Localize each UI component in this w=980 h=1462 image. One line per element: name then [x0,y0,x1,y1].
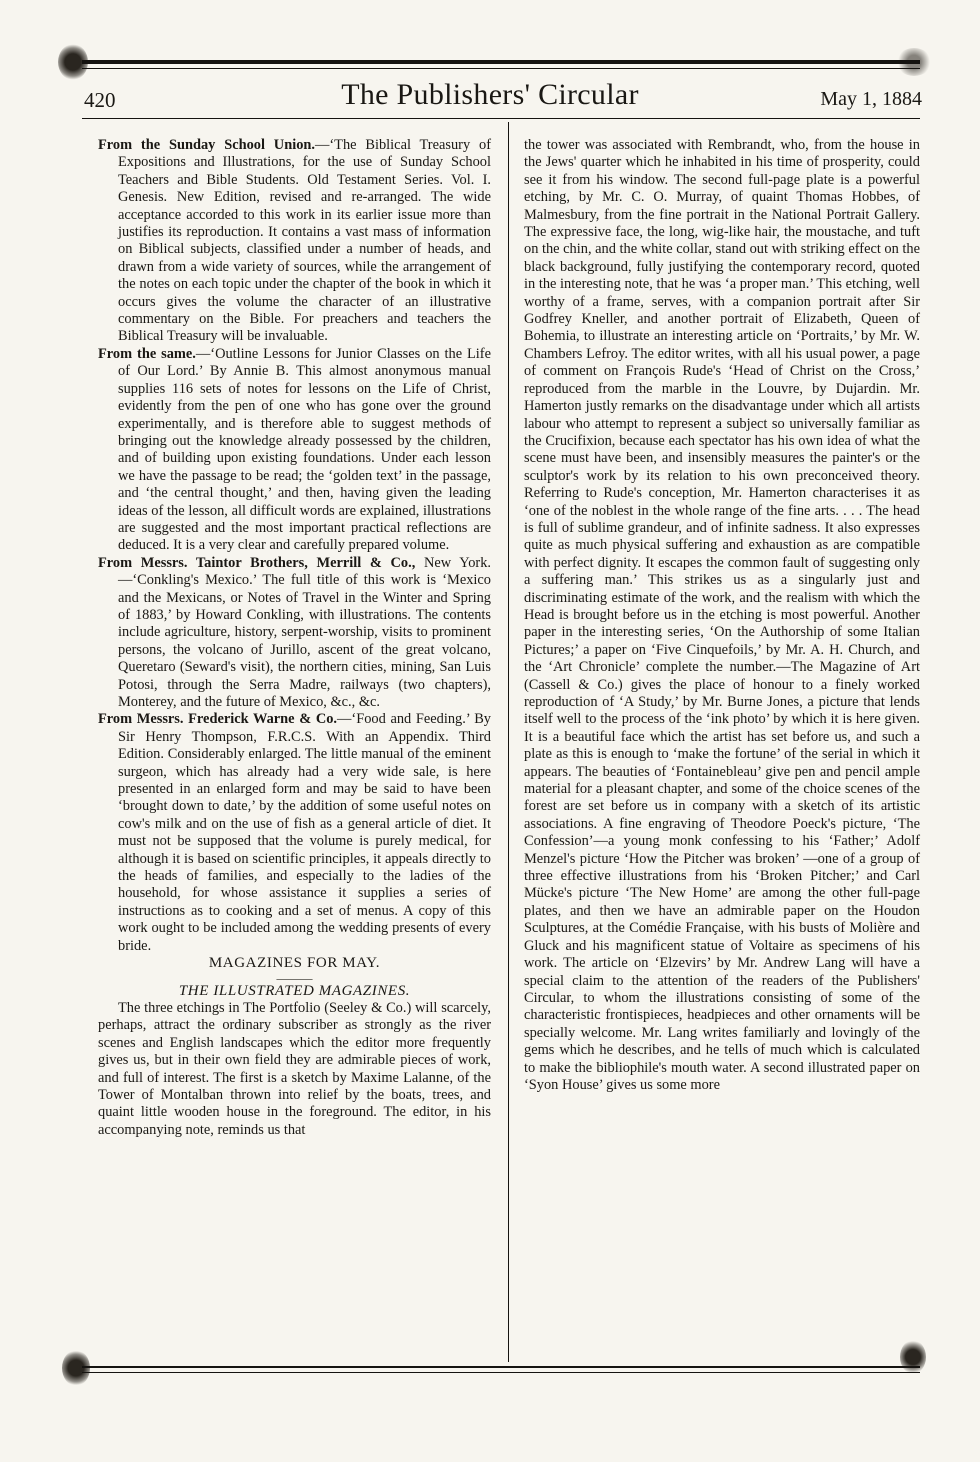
top-rule [82,60,920,64]
column-divider [508,122,509,1362]
notice-text: New York.—‘Conkling's Mexico.’ The full title of this work is ‘Mexico and the Mexicans, or Notes of Travel in the Winter and Spring of 1883,’ by Howard Conkling, with illustrations. The contents include agriculture, history, serpent-worship, visits to prominent persons, the volcano of Jurillo, ascent of the great volcano, Queretaro (Seward's visit), the northern cities, mining, San Luis Potosi, through the Serra Madre, railways (two chapters), Monterey, and the future of Mexico, &c., &c. [118,554,491,710]
notice-text: —‘Food and Feeding.’ By Sir Henry Thompson, F.R.C.S. With an Appendix. Third Edition. Considerably enlarged. The little manual of the eminent surgeon, which has already had a very wide sale, is here presented in an enlarged form and may be said to have been ‘brought down to date,’ by the addition of some useful notes on cow's milk and on the use of fish as a general article of diet. It must not be supposed that the volume is purely medical, for although it is based on scientific principles, it appeals directly to the heads of families, and especially to the ladies of the household, for whose assistance it supplies a series of instructions as to cooking and a set of menus. A copy of this work ought to be included among the wedding presents of every bride. [118,711,491,954]
article-paragraph: The three etchings in The Portfolio (Seeley & Co.) will scarcely, perhaps, attract the ordinary subscriber as strongly as the river scenes and English landscapes which the editor more frequently gives us, but in their own field they are admirable pieces of work, and full of interest. The first is a sketch by Maxime Lalanne, of the Tower of Montalban thrown into relief by the boats, trees, and quaint little wooden house in the foreground. The editor, in his accompanying note, reminds us that [98,999,491,1138]
ink-blot [62,1350,90,1386]
left-column [98,137,491,1139]
book-notice [98,711,491,955]
book-notice [98,555,491,712]
article-continuation: the tower was associated with Rembrandt, who, from the house in the Jews' quarter which he inhabited in his time of prosperity, could see it from his window. The second full-page plate is a powerful etching, by Mr. C. O. Murray, of quaint Thomas Hobbes, of Malmesbury, from the fine portrait in the National Portrait Gallery. The expressive face, the long, wig-like hair, the moustache, and tuft on the chin, and the white collar, stand out with striking effect on the black background, fully justifying the contemporary record, quoted in the interesting note, that he was ‘a proper man.’ This etching, well worthy of a frame, serves, with a companion portrait after Sir Godfrey Kneller, and another portrait of Elizabeth, Queen of Bohemia, to illustrate an interesting article on ‘Portraits,’ by Mr. W. Chambers Lefroy. The editor writes, with all his usual power, a page of comment on François Rude's ‘Head of Christ on the Cross,’ reproduced from the marble in the Louvre, by Dujardin. Mr. Hamerton justly remarks on the disadvantage under which all artists labour who attempt to represent a subject so universally familiar as the Crucifixion, because each spectator has his own idea of what the scene must have been, and insensibly measures the painter's or the sculptor's work by its relation to his own preconceived theory. Referring to Rude's conception, Mr. Hamerton characterises it as ‘one of the noblest in the whole range of the fine arts. . . . The head is full of sublime grandeur, and of infinite sadness. It also expresses quite as much physical suffering and exhaustion as are compatible with perfect dignity. It escapes the common fault of suggesting only a suffering man.’ This strikes us as a singularly just and discriminating estimate of the work, and the realism with which the Head is brought before us in the etching is most powerful. Another paper in the interesting series, ‘On the Authorship of some Italian Pictures;’ a paper on ‘Five Cinquefoils,’ by Mr. A. H. Church, and the ‘Art Chronicle’ complete the number.—The Magazine of Art (Cassell & Co.) gives the place of honour to a finely worked reproduction of ‘A Study,’ by Mr. Burne Jones, a picture that lends itself well to the process of the ‘ink photo’ by which it is here given. It is a beautiful face which the artist has set before us, and such a plate as this is enough to ‘make the fortune’ of the serial in which it appears. The beauties of ‘Fontainebleau’ give pen and pencil ample material for a pleasant chapter, and some of the choice scenes of the forest are set before us in company with a sketch of its artistic associations. A fine engraving of Theodore Poeck's picture, ‘The Confession’—a young monk confessing to his ‘Father;’ Adolf Menzel's picture ‘How the Pitcher was broken’ —one of a group of three effective illustrations from his ‘Broken Pitcher;’ and Carl Mücke's picture ‘The New Home’ are among the other full-page plates, and then we have an admirable paper on the Houdon Sculptures, at the Comédie Française, with his busts of Molière and Gluck and his magnificent statue of Voltaire as specimens of his work. The article on ‘Elzevirs’ by Mr. Andrew Lang will have a special claim to the attention of the readers of the Publishers' Circular, to whom the illustrations consisting of some of the characteristic frontispieces, headpieces and other ornaments will be specially welcome. Mr. Lang writes familiarly and lovingly of the gems which he describes, and he tells of much which is calculated to make the bibliophile's mouth water. A second illustrated paper on ‘Syon House’ gives us some more [524,137,921,1093]
notice-publisher: From Messrs. Taintor Brothers, Merrill & Co., [98,554,416,571]
ink-blot [900,1340,926,1374]
notice-publisher: From the Sunday School Union. [98,137,315,153]
header-rule [82,118,920,119]
section-separator: ——— [276,970,313,985]
running-title: The Publishers' Circular [341,78,639,111]
notice-publisher: From the same. [98,345,196,362]
notice-text: —‘Outline Lessons for Junior Classes on the Life of Our Lord.’ By Annie B. This almost anonymous manual supplies 116 sets of notes for lessons on the Life of Christ, evidently from the pen of one who has gone over the ground experimentally, and is therefore able to suggest methods of bringing out the knowledge already possessed by the children, and of building upon existing foundations. Under each lesson we have the passage to be read; the ‘golden text’ in the passage, and ‘the central thought,’ and then, having given the leading ideas of the lesson, all difficult words are explained, illustrations are suggested and the most important practical reflections are deduced. It is a very clear and carefully prepared volume. [118,345,491,554]
notice-publisher: From Messrs. Frederick Warne & Co. [98,711,338,728]
section-heading: MAGAZINES FOR MAY. [208,955,381,972]
bottom-rule [82,1366,920,1368]
right-column [524,137,920,1094]
page-number: 420 [84,88,116,112]
book-notice [98,137,491,346]
book-notice [98,346,491,555]
bottom-rule-thin [82,1372,920,1373]
section-subheading: THE ILLUSTRATED MAGAZINES. [178,982,411,999]
top-rule-thin [82,68,920,69]
issue-date: May 1, 1884 [820,88,922,110]
notice-text: —‘The Biblical Treasury of Expositions and Illustrations, for the use of Sunday School Teachers and Bible Students. Old Testament Series. Vol. I. Genesis. New Edition, revised and re-arranged. The wide acceptance accorded to this work in its earlier issue more than justifies its reproduction. It contains a vast mass of information on Biblical subjects, classified under a number of heads, and drawn from a wide variety of sources, while the arrangement of the notes on each topic under the chapter of the book in which it occurs gives the volume the character of an illustrative commentary on the Bible. For preachers and teachers the Biblical Treasury will be invaluable. [118,137,491,345]
